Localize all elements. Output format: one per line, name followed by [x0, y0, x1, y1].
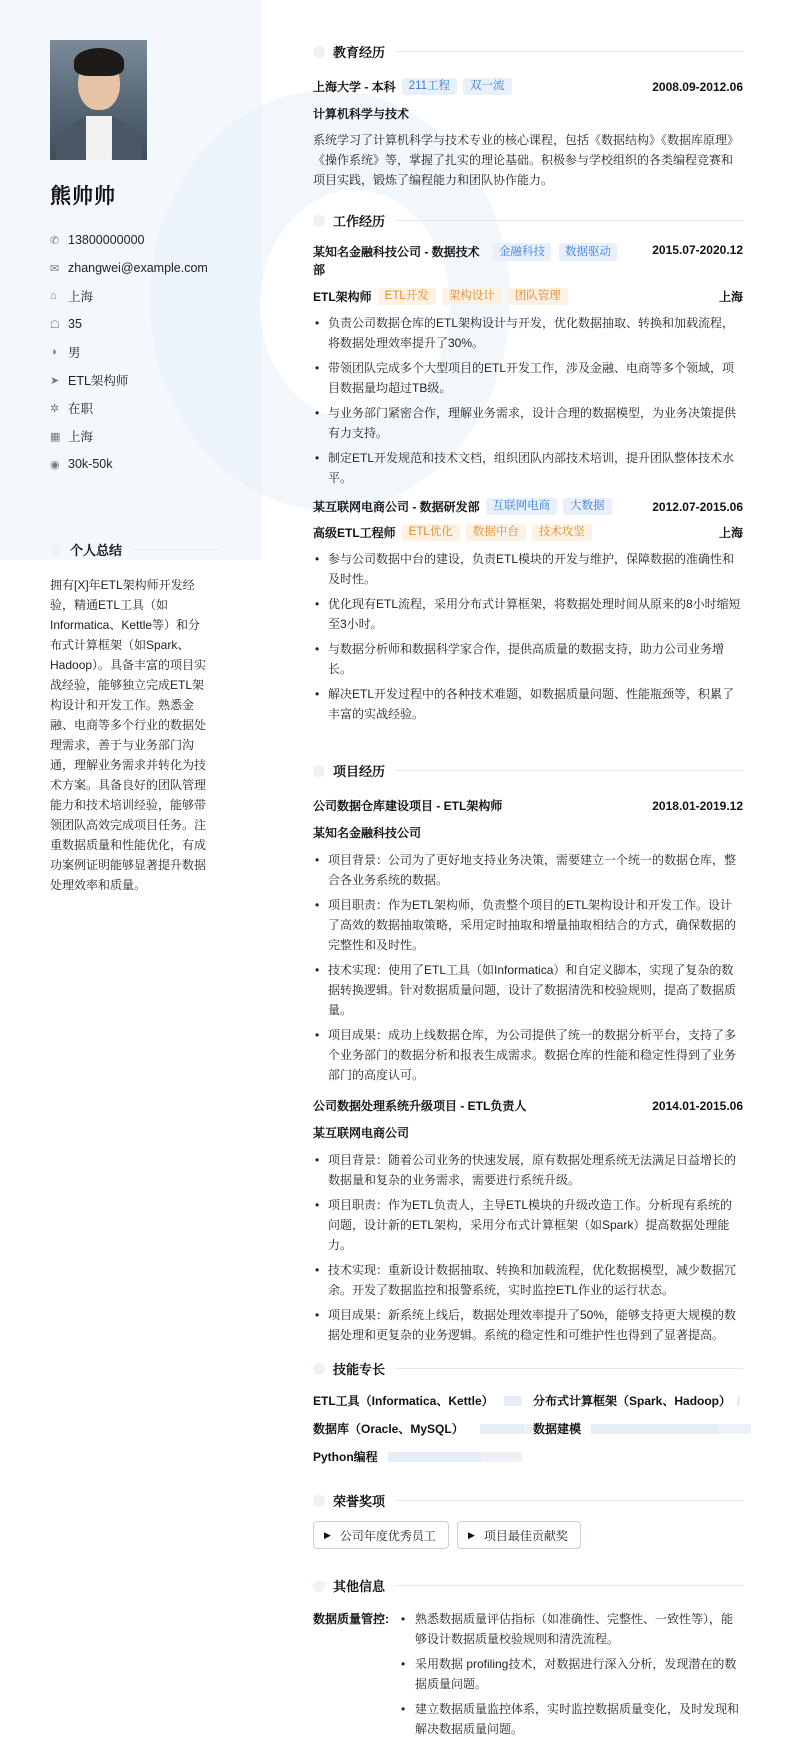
job-entry	[313, 498, 743, 724]
skill-item	[313, 1420, 532, 1437]
job-role-row	[313, 288, 743, 305]
section-title: 教育经历	[333, 45, 386, 60]
info-gender	[50, 338, 230, 366]
info-text: 上海	[68, 430, 94, 444]
list-item: • 优化现有ETL流程，采用分布式计算框架，将数据处理时间从原来的8小时缩短至3小时。	[313, 594, 743, 634]
building-icon: ▦	[50, 430, 61, 443]
projects-section	[313, 761, 743, 1350]
info-text: 男	[68, 346, 81, 360]
skill-name: 数据建模	[533, 1422, 582, 1436]
education-section	[313, 42, 743, 190]
section-title: 项目经历	[333, 764, 386, 779]
projects-section-header	[313, 761, 743, 780]
skills-section-header	[313, 1359, 743, 1378]
job-role: 高级ETL工程师	[313, 526, 396, 540]
section-dot-icon	[313, 1495, 325, 1507]
info-work-city	[50, 422, 230, 450]
home-icon: ⌂	[50, 290, 57, 302]
project-bullets	[313, 1150, 743, 1345]
info-status	[50, 394, 230, 422]
project-bullets	[313, 850, 743, 1085]
education-description: 系统学习了计算机科学与技术专业的核心课程，包括《数据结构》《数据库原理》《操作系统》等，掌握了扎实的理论基础。积极参与学校组织的各类编程竞赛和项目实践，锻炼了编程能力和团队协作能力。	[313, 133, 740, 187]
honor-label: 公司年度优秀员工	[339, 1528, 436, 1543]
list-item: • 项目成果：成功上线数据仓库，为公司提供了统一的数据分析平台，支持了多个业务部门的数据分析和报表生成需求。数据仓库的性能和稳定性得到了业务部门的高度认可。	[313, 1025, 743, 1085]
skill-level-fill	[591, 1424, 719, 1434]
section-title: 荣誉奖项	[333, 1494, 386, 1509]
list-item: • 项目职责：作为ETL架构师，负责整个项目的ETL架构设计和开发工作。设计了高效的数据抽取策略，采用定时抽取和增量抽取相结合的方式，确保数据的完整性和及时性。	[313, 895, 743, 955]
section-dot-icon	[50, 544, 62, 556]
skill-name: Python编程	[313, 1450, 378, 1464]
phone-icon: ✆	[50, 234, 60, 247]
skill-level-fill	[480, 1424, 524, 1434]
section-divider	[395, 1500, 743, 1501]
list-item: • 负责公司数据仓库的ETL架构设计与开发，优化数据抽取、转换和加载流程，将数据处理效率提升了30%。	[313, 313, 743, 353]
job-period: 2012.07-2015.06	[652, 499, 743, 514]
skill-name: 分布式计算框架（Spark、Hadoop）	[533, 1394, 732, 1408]
mail-icon: ✉	[50, 262, 60, 275]
section-divider	[132, 549, 220, 550]
section-divider	[395, 770, 743, 771]
section-divider	[395, 1368, 743, 1369]
job-city: 上海	[718, 290, 743, 304]
job-tag: 互联网电商	[486, 498, 558, 515]
contact-info-list	[50, 226, 230, 478]
skill-tag: 团队管理	[508, 288, 568, 305]
list-item: • 解决ETL开发过程中的各种技术难题，如数据质量问题、性能瓶颈等，积累了丰富的实战经验。	[313, 684, 743, 724]
job-header-row	[313, 498, 743, 515]
section-divider	[395, 51, 743, 52]
other-section-header	[313, 1576, 743, 1595]
job-role: ETL架构师	[313, 290, 372, 304]
school-tag: 211工程	[402, 78, 457, 95]
project-period: 2018.01-2019.12	[652, 798, 743, 813]
other-info-label: 数据质量管控:	[313, 1612, 389, 1626]
play-icon: ▶	[324, 1529, 331, 1540]
project-entry	[313, 797, 743, 1085]
section-title: 技能专长	[333, 1362, 386, 1377]
list-item: • 熟悉数据质量评估指标（如准确性、完整性、一致性等），能够设计数据质量校验规则和清洗流程。	[399, 1609, 744, 1649]
honor-badge	[457, 1521, 581, 1549]
send-icon: ➤	[50, 374, 60, 387]
education-period: 2008.09-2012.06	[652, 79, 743, 94]
skill-name: ETL工具（Informatica、Kettle）	[313, 1394, 494, 1408]
section-divider	[395, 1585, 743, 1586]
skill-name: 数据库（Oracle、MySQL）	[313, 1422, 464, 1436]
list-item: • 项目背景：公司为了更好地支持业务决策，需要建立一个统一的数据仓库，整合各业务系统的数据。	[313, 850, 743, 890]
info-location	[50, 282, 230, 310]
info-text: 30k-50k	[68, 457, 113, 471]
info-text: 上海	[68, 290, 94, 304]
list-item: • 与业务部门紧密合作，理解业务需求，设计合理的数据模型，为业务决策提供有力支持。	[313, 403, 743, 443]
project-company: 某知名金融科技公司	[313, 826, 422, 840]
info-text: ETL架构师	[68, 374, 129, 388]
work-section	[313, 211, 743, 729]
work-section-header	[313, 211, 743, 230]
section-title: 个人总结	[70, 543, 123, 558]
project-period: 2014.01-2015.06	[652, 1098, 743, 1113]
section-dot-icon	[313, 1580, 325, 1592]
info-text: zhangwei@example.com	[68, 261, 208, 275]
list-item: • 制定ETL开发规范和技术文档，组织团队内部技术培训，提升团队整体技术水平。	[313, 448, 743, 488]
project-header-row	[313, 797, 743, 814]
skill-item	[533, 1420, 751, 1437]
job-city: 上海	[718, 526, 743, 540]
section-dot-icon	[313, 46, 325, 58]
job-tag: 数据驱动	[559, 243, 617, 261]
school-tag: 双一流	[463, 78, 512, 95]
profile-sidebar	[50, 40, 230, 478]
other-info-bullets	[399, 1609, 744, 1744]
project-header-row	[313, 1097, 743, 1114]
honor-label: 项目最佳贡献奖	[483, 1528, 568, 1543]
list-item: • 带领团队完成多个大型项目的ETL开发工作，涉及金融、电商等多个领域，项目数据量均超过TB级。	[313, 358, 743, 398]
skill-tag: 技术攻坚	[532, 524, 592, 541]
section-dot-icon	[313, 1363, 325, 1375]
job-bullets	[313, 549, 743, 724]
section-title: 其他信息	[333, 1579, 386, 1594]
section-dot-icon	[313, 765, 325, 777]
honors-section-header	[313, 1491, 743, 1510]
status-icon: ✲	[50, 402, 60, 415]
skill-level-bar	[737, 1396, 740, 1406]
skill-level-bar	[504, 1396, 522, 1406]
job-company: 某互联网电商公司 - 数据研发部	[313, 500, 480, 514]
info-text: 13800000000	[68, 233, 145, 247]
job-tag: 大数据	[563, 498, 612, 515]
education-major	[313, 105, 743, 122]
summary-text: 拥有[X]年ETL架构师开发经验，精通ETL工具（如Informatica、Kettle等）和分布式计算框架（如Spark、Hadoop）。具备丰富的项目实战经验，能够独立完成ETL架构设计和开发工作。熟悉金融、电商等多个行业的数据处理需求，善于与业务部门沟通，理解业务需求并转化为技术方案。具备良好的团队管理能力和技术培训经验，能够带领团队高效完成项目任务。注重数据质量和性能优化，有成功案例证明能够显著提升数据处理效率和质量。	[50, 578, 207, 892]
education-section-header	[313, 42, 743, 61]
skill-item	[533, 1392, 740, 1409]
list-item: • 技术实现：重新设计数据抽取、转换和加载流程，优化数据模型，减少数据冗余。开发了数据监控和报警系统，实时监控ETL作业的运行状态。	[313, 1260, 743, 1300]
skill-tag: ETL开发	[378, 288, 436, 305]
skill-level-fill	[737, 1396, 740, 1406]
list-item: • 项目背景：随着公司业务的快速发展，原有数据处理系统无法满足日益增长的数据量和复杂的业务需求，需要进行系统升级。	[313, 1150, 743, 1190]
major-text: 计算机科学与技术	[313, 107, 410, 121]
skill-tag: 数据中台	[466, 524, 526, 541]
list-item: • 与数据分析师和数据科学家合作，提供高质量的数据支持，助力公司业务增长。	[313, 639, 743, 679]
job-entry	[313, 243, 743, 488]
job-role-row	[313, 524, 743, 541]
skill-level-fill	[388, 1452, 482, 1462]
info-email	[50, 254, 230, 282]
info-phone	[50, 226, 230, 254]
list-item: • 项目成果：新系统上线后，数据处理效率提升了50%，能够支持更大规模的数据处理和更复杂的业务逻辑。系统的稳定性和可维护性也得到了显著提高。	[313, 1305, 743, 1345]
project-name: 公司数据处理系统升级项目 - ETL负责人	[313, 1099, 527, 1113]
education-header-row	[313, 78, 743, 95]
info-age	[50, 310, 230, 338]
info-job-target	[50, 366, 230, 394]
list-item: • 技术实现：使用了ETL工具（如Informatica）和自定义脚本，实现了复杂的数据转换逻辑。针对数据质量问题，设计了数据清洗和校验规则，提高了数据质量。	[313, 960, 743, 1020]
gender-icon: ◑	[50, 346, 57, 358]
section-divider	[395, 220, 743, 221]
project-company-row	[313, 824, 743, 841]
skill-item	[313, 1448, 522, 1465]
play-icon: ▶	[468, 1529, 475, 1540]
list-item: • 建立数据质量监控体系，实时监控数据质量变化，及时发现和解决数据质量问题。	[399, 1699, 744, 1739]
section-title: 工作经历	[333, 214, 386, 229]
skill-level-bar	[480, 1424, 532, 1434]
project-name: 公司数据仓库建设项目 - ETL架构师	[313, 799, 503, 813]
list-item: • 项目职责：作为ETL负责人，主导ETL模块的升级改造工作。分析现有系统的问题，设计新的ETL架构，采用分布式计算框架（如Spark）提高数据处理能力。	[313, 1195, 743, 1255]
project-entry	[313, 1097, 743, 1345]
school-name: 上海大学 - 本科	[313, 80, 396, 94]
skill-tag: 架构设计	[442, 288, 502, 305]
job-header-row	[313, 243, 743, 279]
salary-icon: ◉	[50, 458, 60, 471]
job-tag: 金融科技	[493, 243, 551, 261]
job-bullets	[313, 313, 743, 488]
profile-name: 熊帅帅	[50, 185, 116, 208]
list-item: • 参与公司数据中台的建设，负责ETL模块的开发与维护，保障数据的准确性和及时性。	[313, 549, 743, 589]
honor-badge	[313, 1521, 449, 1549]
skill-level-fill	[504, 1396, 521, 1406]
avatar	[50, 40, 147, 160]
list-item: • 采用数据 profiling技术，对数据进行深入分析，发现潜在的数据质量问题。	[399, 1654, 744, 1694]
skill-level-bar	[388, 1452, 522, 1462]
skill-item	[313, 1392, 522, 1409]
info-salary	[50, 450, 230, 478]
age-icon: ☖	[50, 318, 60, 331]
project-company: 某互联网电商公司	[313, 1126, 410, 1140]
job-period: 2015.07-2020.12	[652, 243, 743, 257]
info-text: 在职	[68, 402, 94, 416]
skill-tag: ETL优化	[402, 524, 460, 541]
info-text: 35	[68, 317, 82, 331]
skill-level-bar	[591, 1424, 751, 1434]
section-dot-icon	[313, 215, 325, 227]
project-company-row	[313, 1124, 743, 1141]
job-company: 某知名金融科技公司 - 数据技术部	[313, 245, 480, 277]
summary-section-header	[50, 540, 220, 559]
